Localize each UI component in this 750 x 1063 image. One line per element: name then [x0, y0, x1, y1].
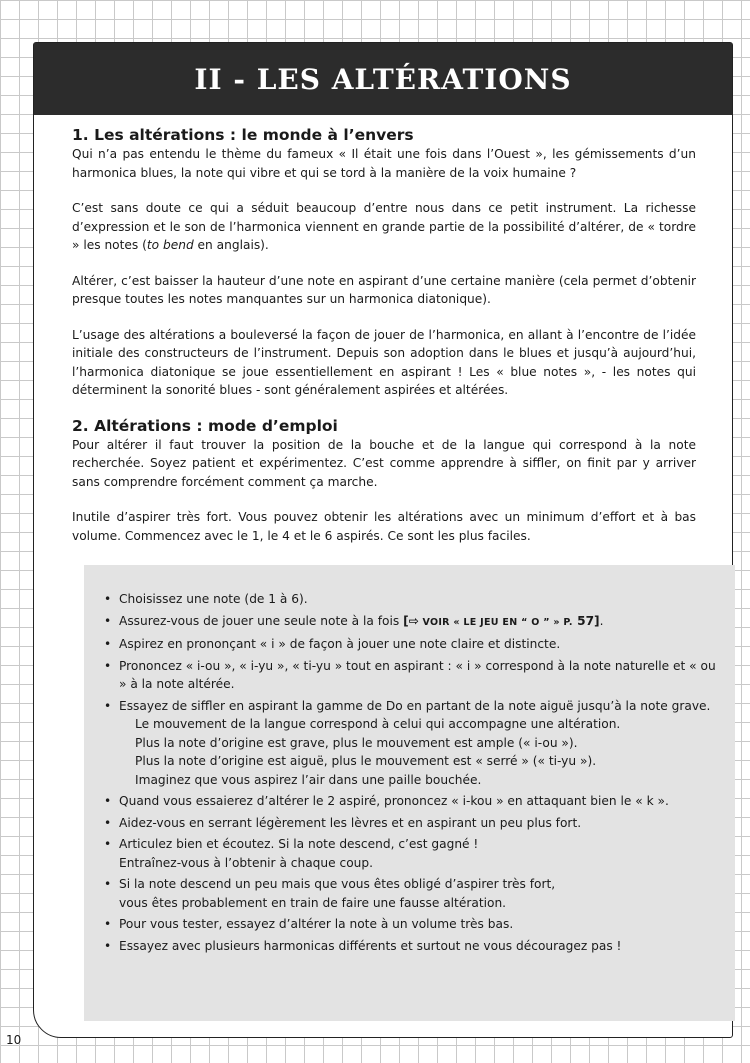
list-item: • Essayez avec plusieurs harmonicas différents et surtout ne vous découragez pas !	[104, 938, 622, 953]
page-card	[33, 42, 733, 1038]
main-content	[72, 125, 696, 545]
list-item: • Aspirez en prononçant « i » de façon à jouer une note claire et distincte.	[104, 637, 561, 651]
list-item: • Essayez de siffler en aspirant la gamme de Do en partant de la note aiguë jusqu’à la note grave. Le mouvement de la langue correspond à celui qui accompagne une altération. Plus la note d’origine est grave, plus le mouvement est ample (« i-ou »). Plus la note d’origine est aiguë, plus le mouvement est « serré » (« ti-yu »). Imaginez que vous aspirez l’air dans une paille bouchée.	[104, 697, 716, 790]
list-item: • Choisissez une note (de 1 à 6).	[104, 592, 308, 606]
sub-line: Imaginez que vous aspirez l’air dans une paille bouchée.	[135, 772, 482, 787]
sub-line: vous êtes probablement en train de faire une fausse altération.	[119, 895, 507, 910]
section1-para4: L’usage des altérations a bouleversé la façon de jouer de l’harmonica, en allant à l’encontre de l’idée initiale des constructeurs de l’instrument. Depuis son adoption dans le blues et jusqu’à aujourd’hui, l’harmonica diatonique se joue essentiellement en aspirant ! Les « blue notes », - les notes qui déterminent la sonorité blues - sont généralement aspirées et altérées.	[72, 327, 696, 397]
list-item: • Pour vous tester, essayez d’altérer la note à un volume très bas.	[104, 917, 514, 931]
sub-line: Plus la note d’origine est aiguë, plus le mouvement est « serré » (« ti-yu »).	[135, 754, 597, 768]
to-bend-italic: to bend	[146, 238, 194, 252]
section1-para1: Qui n’a pas entendu le thème du fameux « Il était une fois dans l’Ouest », les gémissements d’un harmonica blues, la note qui vibre et qui se tord à la manière de la voix humaine ?	[72, 147, 696, 180]
list-item: • Aidez-vous en serrant légèrement les lèvres et en aspirant un peu plus fort.	[104, 815, 582, 830]
section1-para3: Altérer, c’est baisser la hauteur d’une note en aspirant d’une certaine manière (cela permet d’obtenir presque toutes les notes manquantes sur un harmonica diatonique).	[72, 273, 696, 306]
sub-line: Le mouvement de la langue correspond à celui qui accompagne une altération.	[135, 717, 621, 731]
list-item: • Prononcez « i-ou », « i-yu », « ti-yu » tout en aspirant : « i » correspond à la note naturelle et « ou » à la note altérée.	[104, 658, 716, 691]
list-item: • Quand vous essaierez d’altérer le 2 aspiré, prononcez « i-kou » en attaquant bien le « k ».	[104, 794, 669, 808]
list-item: • Assurez-vous de jouer une seule note à la fois [⇨ VOIR « LE JEU EN “ O ” » P. 57].	[104, 613, 604, 628]
sub-line: Entraînez-vous à l’obtenir à chaque coup.	[119, 855, 374, 870]
list-item: • Si la note descend un peu mais que vous êtes obligé d’aspirer très fort, vous êtes probablement en train de faire une fausse altération.	[104, 875, 716, 912]
page-number: 10	[6, 1033, 22, 1047]
section2-para2: Inutile d’aspirer très fort. Vous pouvez obtenir les altérations avec un minimum d’effort et à bas volume. Commencez avec le 1, le 4 et le 6 aspirés. Ce sont les plus faciles.	[72, 510, 696, 543]
section1-para2: C’est sans doute ce qui a séduit beaucoup d’entre nous dans ce petit instrument. La richesse d’expression et le son de l’harmonica viennent en grande partie de la possibilité d’altérer, de « tordre » les notes (to bend en anglais).	[72, 201, 696, 252]
tips-list	[104, 590, 716, 958]
page-reference: [⇨ VOIR « LE JEU EN “ O ” » P. 57]	[403, 613, 600, 628]
section2-para1: Pour altérer il faut trouver la position de la bouche et de la langue qui correspond à la note recherchée. Soyez patient et expérimentez. C’est comme apprendre à siffler, on finit par y arriver sans comprendre forcément comment ça marche.	[72, 437, 696, 489]
arrow-right-icon: ⇨	[408, 613, 419, 628]
chapter-header	[34, 43, 732, 115]
sub-line: Plus la note d’origine est grave, plus le mouvement est ample (« i-ou »).	[135, 735, 578, 750]
tips-box	[84, 565, 735, 1021]
chapter-title: II - LES ALTÉRATIONS	[194, 62, 572, 96]
section1-heading: 1. Les altérations : le monde à l’envers	[72, 126, 414, 144]
section2-heading: 2. Altérations : mode d’emploi	[72, 416, 338, 435]
list-item: • Articulez bien et écoutez. Si la note descend, c’est gagné ! Entraînez-vous à l’obtenir à chaque coup.	[104, 835, 716, 872]
